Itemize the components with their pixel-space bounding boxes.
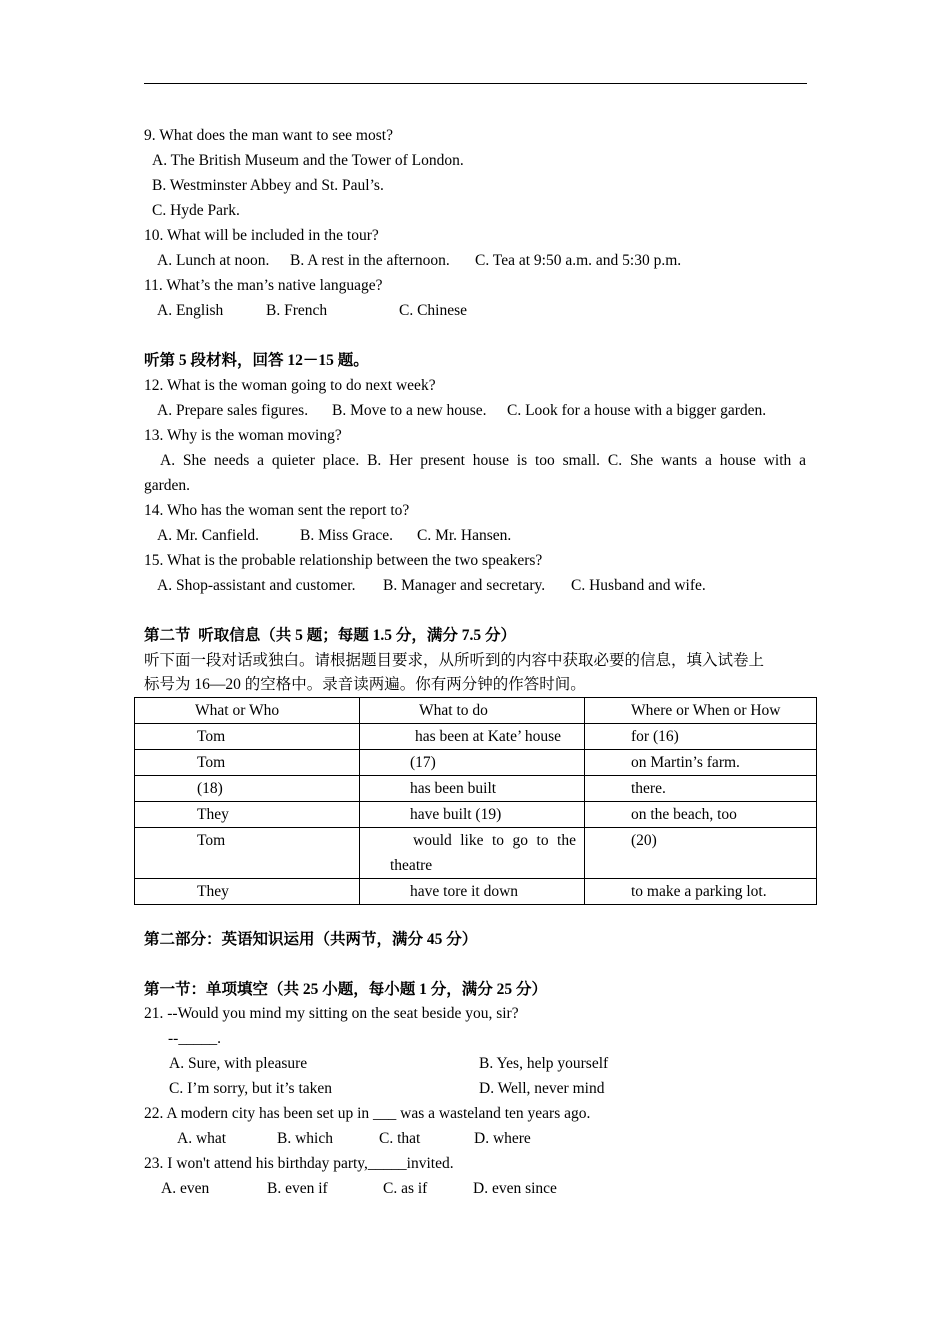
table-cell: (20) [585,828,817,879]
question-13-stem: 13. Why is the woman moving? [144,427,342,444]
table-cell: has been built [360,776,585,802]
table-cell: They [135,879,360,905]
question-12-option-c: C. Look for a house with a bigger garden. [507,402,767,419]
question-14-option-b: B. Miss Grace. [300,527,393,544]
section-2-instruction-line-1: 听下面一段对话或独白。请根据题目要求，从所听到的内容中获取必要的信息，填入试卷上 [144,652,765,669]
table-cell: (17) [360,750,585,776]
table-header-cell: Where or When or How [585,698,817,724]
table-cell: to make a parking lot. [585,879,817,905]
table-cell: have tore it down [360,879,585,905]
question-21-option-b: B. Yes, help yourself [479,1055,609,1072]
question-21-option-a: A. Sure, with pleasure [169,1055,308,1072]
question-9-option-a: A. The British Museum and the Tower of London. [152,152,464,169]
table-row [135,879,817,905]
header-rule [144,83,807,84]
table-cell: has been at Kate’ house [360,724,585,750]
question-10-stem: 10. What will be included in the tour? [144,227,379,244]
section-2-instruction-line-2: 标号为 16—20 的空格中。录音读两遍。你有两分钟的作答时间。 [144,676,586,693]
part-2-section-1-heading: 第一节：单项填空（共 25 小题，每小题 1 分，满分 25 分） [144,981,548,998]
question-21-option-d: D. Well, never mind [479,1080,605,1097]
question-12-option-b: B. Move to a new house. [332,402,487,419]
table-cell: Tom [135,750,360,776]
question-12-option-a: A. Prepare sales figures. [157,402,309,419]
question-9-option-c: C. Hyde Park. [152,202,240,219]
question-22-option-b: B. which [277,1130,333,1147]
question-23-stem: 23. I won't attend his birthday party,_____invited. [144,1155,454,1172]
question-14-option-c: C. Mr. Hansen. [417,527,512,544]
question-21-option-c: C. I’m sorry, but it’s taken [169,1080,333,1097]
table-cell: on Martin’s farm. [585,750,817,776]
question-11-option-c: C. Chinese [399,302,468,319]
question-23-option-b: B. even if [267,1180,328,1197]
question-15-stem: 15. What is the probable relationship between the two speakers? [144,552,543,569]
question-23-option-c: C. as if [383,1180,428,1197]
question-9-option-b: B. Westminster Abbey and St. Paul’s. [152,177,384,194]
table-row [135,828,817,879]
table-row [135,802,817,828]
question-10-option-c: C. Tea at 9:50 a.m. and 5:30 p.m. [475,252,682,269]
question-23-option-a: A. even [161,1180,210,1197]
table-header-cell: What or Who [135,698,360,724]
question-10-option-a: A. Lunch at noon. [157,252,270,269]
question-11-stem: 11. What’s the man’s native language? [144,277,383,294]
table-header-cell: What to do [360,698,585,724]
table-row [135,776,817,802]
question-9-stem: 9. What does the man want to see most? [144,127,393,144]
section-5-heading: 听第 5 段材料，回答 12－15 题。 [144,352,369,369]
table-cell: for (16) [585,724,817,750]
question-14-option-a: A. Mr. Canfield. [157,527,260,544]
table-cell: there. [585,776,817,802]
table-cell: on the beach, too [585,802,817,828]
question-10-option-b: B. A rest in the afternoon. [290,252,450,269]
question-11-option-b: B. French [266,302,328,319]
question-23-option-d: D. even since [473,1180,557,1197]
table-cell: They [135,802,360,828]
question-13-options: A. She needs a quieter place. B. Her present house is too small. C. She wants a house with a [160,452,806,469]
part-2-heading: 第二部分：英语知识运用（共两节，满分 45 分） [144,931,478,948]
question-12-stem: 12. What is the woman going to do next week? [144,377,436,394]
question-22-option-c: C. that [379,1130,421,1147]
table-cell: Tom [135,724,360,750]
table-cell: Tom [135,828,360,879]
question-15-option-a: A. Shop-assistant and customer. [157,577,356,594]
question-15-option-b: B. Manager and secretary. [383,577,546,594]
table-cell: (18) [135,776,360,802]
question-15-option-c: C. Husband and wife. [571,577,706,594]
table-row [135,750,817,776]
question-11-option-a: A. English [157,302,224,319]
table-header-row [135,698,817,724]
question-14-stem: 14. Who has the woman sent the report to? [144,502,410,519]
question-22-option-d: D. where [474,1130,531,1147]
table-cell: would like to go to the theatre [360,828,585,879]
question-22-option-a: A. what [177,1130,227,1147]
section-2-heading: 第二节 听取信息（共 5 题；每题 1.5 分，满分 7.5 分） [144,627,517,644]
information-table [134,697,817,905]
question-22-stem: 22. A modern city has been set up in ___ was a wasteland ten years ago. [144,1105,591,1122]
table-cell: have built (19) [360,802,585,828]
question-13-options-continued: garden. [144,477,191,494]
table-row [135,724,817,750]
question-21-stem: 21. --Would you mind my sitting on the seat beside you, sir? [144,1005,519,1022]
question-21-reply: --_____. [168,1030,221,1047]
